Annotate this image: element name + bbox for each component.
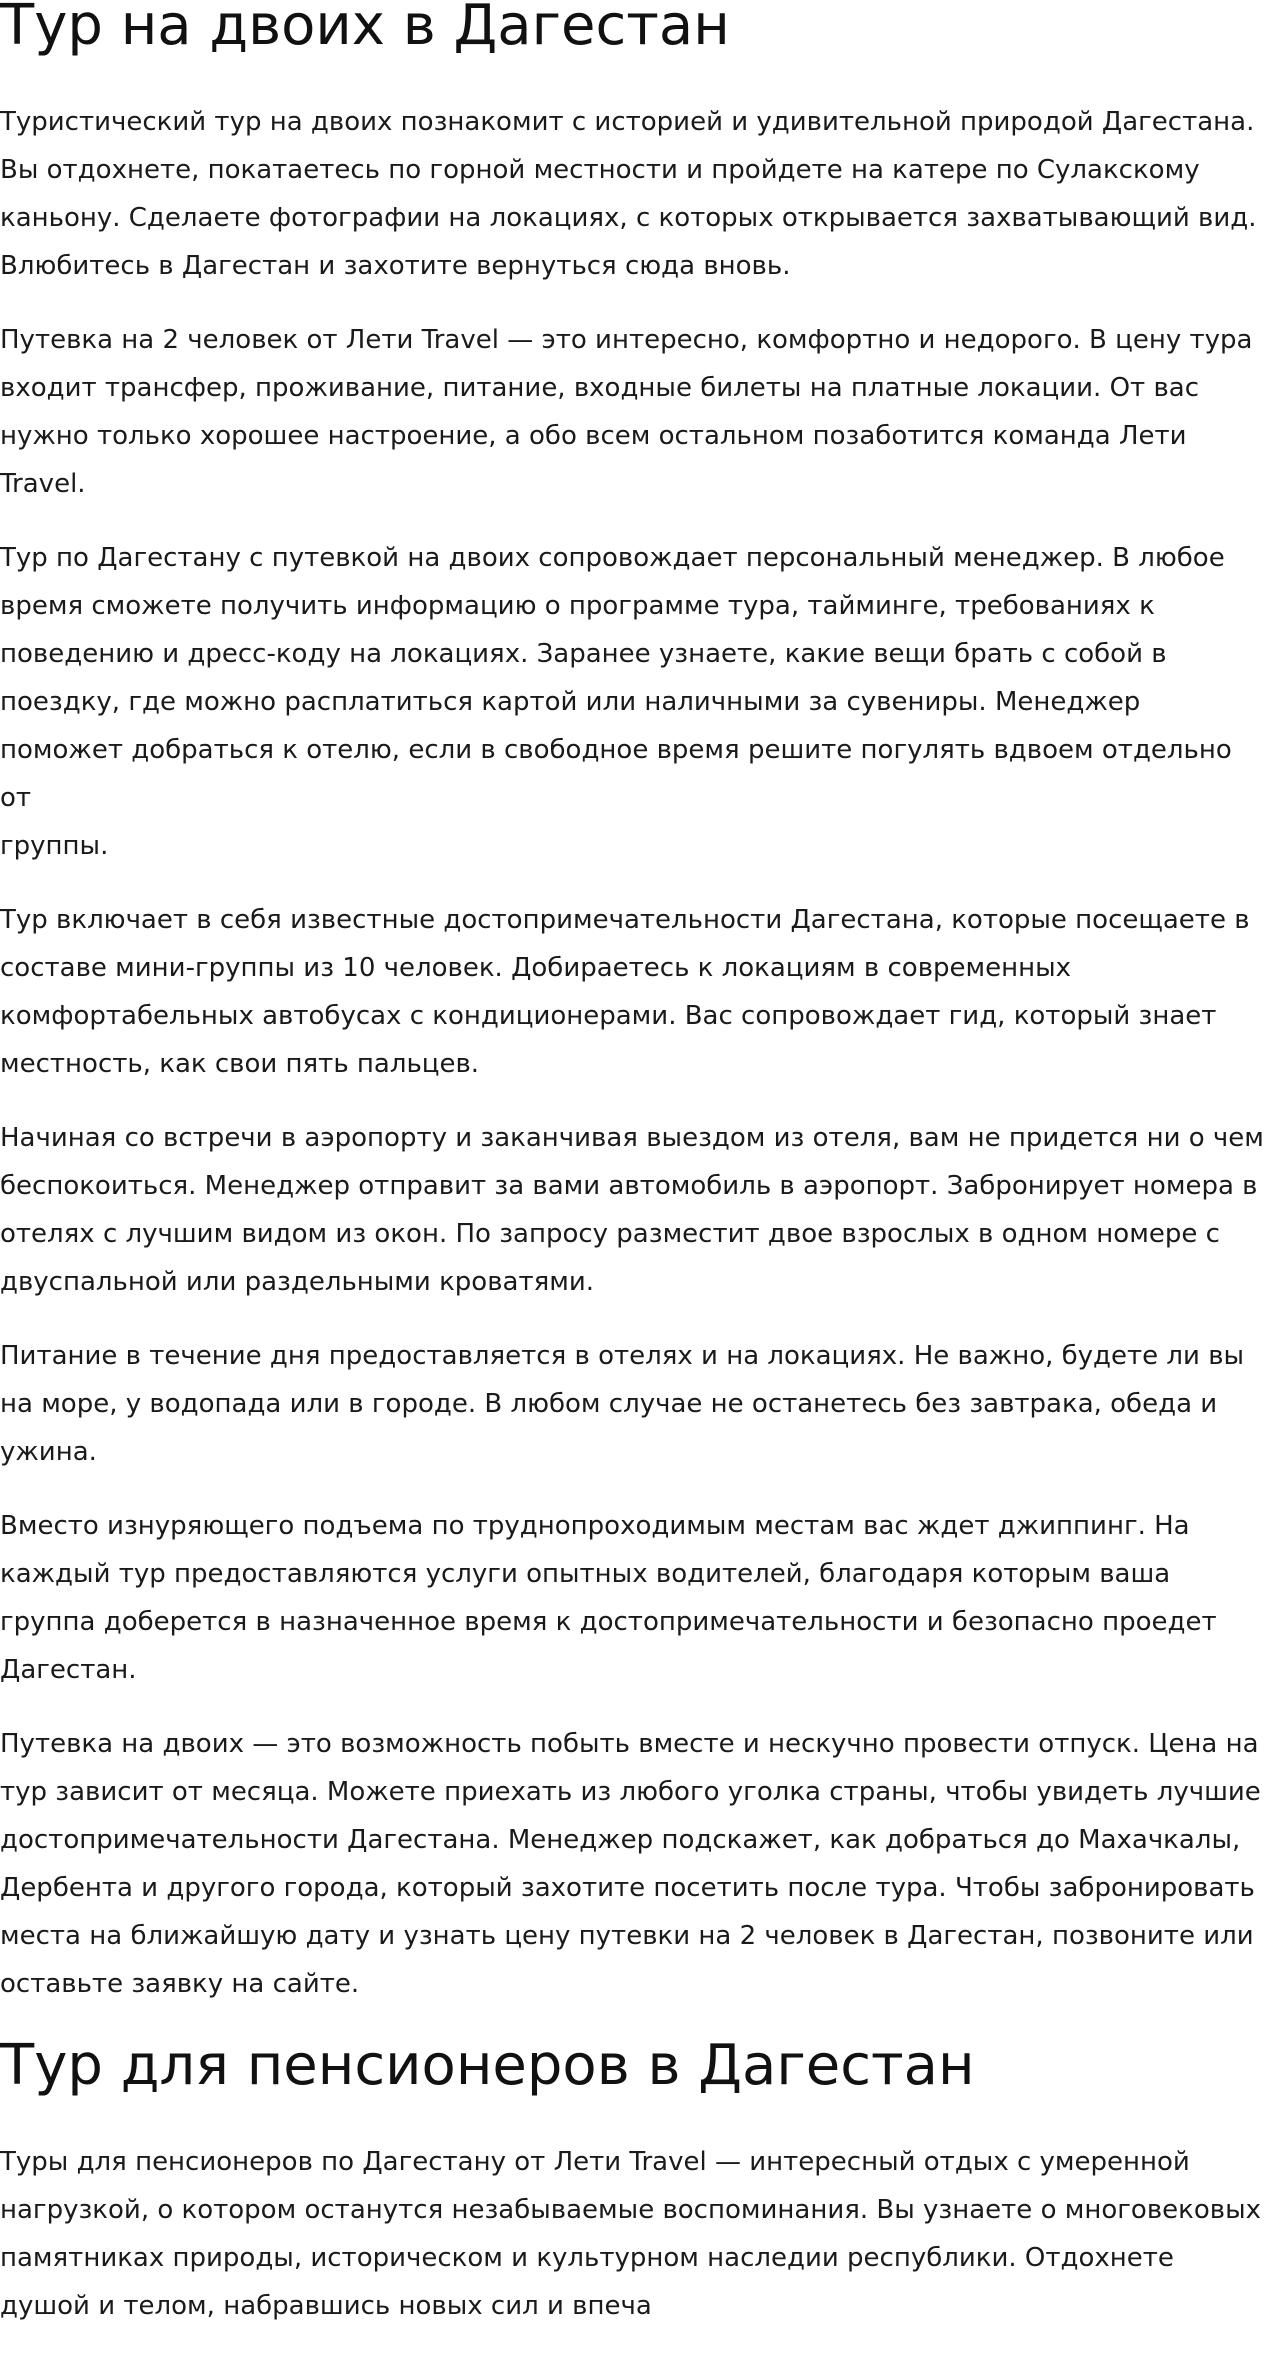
section-tour-for-pensioners [0, 2034, 1270, 2330]
paragraph: Туристический тур на двоих познакомит с историей и удивительной природой Дагестана. Вы отдохнете, покатаетесь по горной местности и пройдете на катере по Сулакскому каньону. Сделаете фотографии на локациях, с которых открывается захватывающий вид. Влюбитесь в Дагестан и захотите вернуться сюда вновь. [0, 107, 1257, 281]
paragraph: Питание в течение дня предоставляется в отелях и на локациях. Не важно, будете ли вы на море, у водопада или в городе. В любом случае не останетесь без завтрака, обеда и ужина. [0, 1341, 1245, 1467]
paragraph: Тур включает в себя известные достопримечательности Дагестана, которые посещаете в составе мини-группы из 10 человек. Добираетесь к локациям в современных комфортабельных автобусах с кондиционерами. Вас сопровождает гид, который знает местность, как свои пять пальцев. [0, 905, 1250, 1079]
paragraph: Вместо изнуряющего подъема по труднопроходимым местам вас ждет джиппинг. На каждый тур предоставляются услуги опытных водителей, благодаря которым ваша группа доберется в назначенное время к достопримечательности и безопасно проедет Дагестан. [0, 1511, 1217, 1685]
section-title: Тур для пенсионеров в Дагестан [0, 2033, 975, 2098]
paragraph: Туры для пенсионеров по Дагестану от Лети Travel — интересный отдых с умеренной нагрузкой, о котором останутся незабываемые воспоминания. Вы узнаете о многовековых памятниках природы, историческом и культурном наследии республики. Отдохнете душой и телом, набравшись новых сил и впеча [0, 2147, 1261, 2321]
paragraph: Путевка на двоих — это возможность побыть вместе и нескучно провести отпуск. Цена на тур зависит от месяца. Можете приехать из любого уголка страны, чтобы увидеть лучшие достопримечательности Дагестана. Менеджер подскажет, как добраться до Махачкалы, Дербента и другого города, который захотите посетить после тура. Чтобы забронировать места на ближайшую дату и узнать цену путевки на 2 человек в Дагестан, позвоните или оставьте заявку на сайте. [0, 1729, 1261, 1999]
paragraph: Тур по Дагестану с путевкой на двоих сопровождает персональный менеджер. В любое время сможете получить информацию о программе тура, тайминге, требованиях к поведению и дресс-коду на локациях. Заранее узнаете, какие вещи брать с собой в поездку, где можно расплатиться картой или наличными за сувениры. Менеджер поможет добраться к отелю, если в свободное время решите погулять вдвоем отдельно от группы. [0, 543, 1232, 861]
paragraph: Начиная со встречи в аэропорту и заканчивая выездом из отеля, вам не придется ни о чем беспокоиться. Менеджер отправит за вами автомобиль в аэропорт. Забронирует номера в отелях с лучшим видом из окон. По запросу разместит двое взрослых в одном номере с двуспальной или раздельными кроватями. [0, 1123, 1264, 1297]
paragraph: Путевка на 2 человек от Лети Travel — это интересно, комфортно и недорого. В цену тура входит трансфер, проживание, питание, входные билеты на платные локации. От вас нужно только хорошее настроение, а обо всем остальном позаботится команда Лети Travel. [0, 325, 1253, 499]
section-title: Тур на двоих в Дагестан [0, 0, 730, 58]
